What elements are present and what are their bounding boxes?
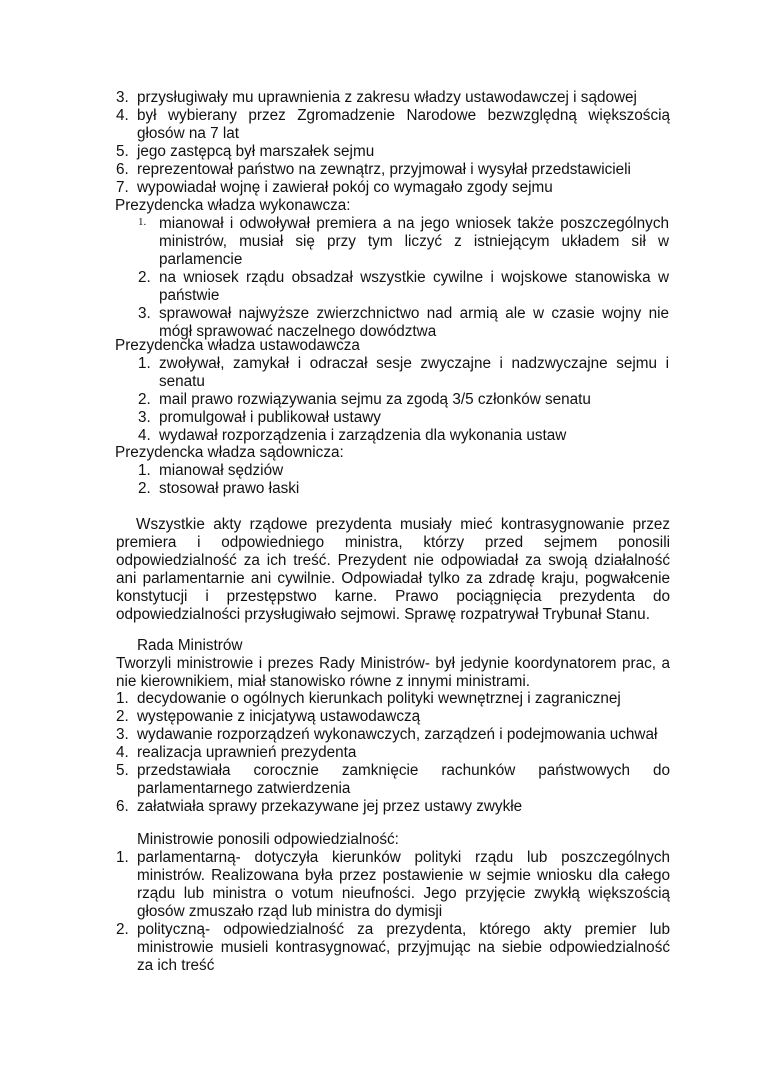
list-item	[116, 89, 670, 107]
list-item	[138, 409, 669, 427]
president-powers-list	[116, 89, 670, 197]
list-item-text: wypowiadał wojnę i zawierał pokój co wymagało zgody sejmu	[137, 179, 553, 196]
list-item-text: mianował i odwoływał premiera a na jego wniosek także poszczególnych ministrów, musiał się przy tym liczyć z istniejącym układem sił w parlamencie	[159, 215, 669, 268]
list-item	[116, 798, 670, 816]
list-number: 1.	[138, 462, 151, 479]
list-item	[116, 849, 670, 921]
list-item-text: parlamentarną- dotyczyła kierunków polityki rządu lub poszczególnych ministrów. Realizowana była przez postawienie w sejmie wniosku dla całego rządu lub ministra o votum nieufności. Jego przyjęcie zwykłą większością głosów zmuszało rząd lub ministra do dymisji	[137, 849, 670, 920]
list-item	[116, 921, 670, 975]
list-item-text: na wniosek rządu obsadzał wszystkie cywilne i wojskowe stanowiska w państwie	[159, 269, 669, 304]
list-item-text: mianował sędziów	[159, 462, 284, 479]
paragraph-council-intro: Tworzyli ministrowie i prezes Rady Ministrów- był jedynie koordynatorem prac, a nie kierownikiem, miał stanowisko równe z innymi ministrami.	[116, 655, 670, 690]
list-item	[138, 427, 669, 445]
list-number: 3.	[116, 726, 129, 743]
list-number: 2.	[116, 708, 129, 725]
list-number: 5.	[116, 143, 129, 160]
list-number: 4.	[116, 744, 129, 761]
paragraph-countersignature: Wszystkie akty rządowe prezydenta musiały mieć kontrasygnowanie przez premiera i odpowiedniego ministra, którzy przed sejmem ponosili odpowiedzialność za ich treść. Prezydent nie odpowiadał za swoją działalność ani parlamentarnie ani cywilnie. Odpowiadał tylko za zdradę kraju, pogwałcenie konstytucji i przestępstwo karne. Prawo pociągnięcia prezydenta do odpowiedzialności przysługiwało sejmowi. Sprawę rozpatrywał Trybunał Stanu.	[116, 516, 670, 623]
executive-power-list	[138, 215, 669, 341]
list-item	[116, 161, 670, 179]
list-number: 4.	[116, 107, 129, 124]
list-item	[116, 708, 670, 726]
list-number: 6.	[116, 798, 129, 815]
list-item	[138, 480, 669, 498]
list-item	[138, 269, 669, 305]
list-number: 4.	[138, 427, 151, 444]
list-number: 6.	[116, 161, 129, 178]
list-item	[116, 179, 670, 197]
list-number: 1.	[138, 216, 147, 228]
list-item-text: zwoływał, zamykał i odraczał sesje zwyczajne i nadzwyczajne sejmu i senatu	[159, 355, 669, 390]
list-item	[138, 305, 669, 341]
list-item	[138, 391, 669, 409]
list-number: 1.	[116, 690, 129, 707]
list-item-text: decydowanie o ogólnych kierunkach polityki wewnętrznej i zagranicznej	[137, 690, 621, 707]
judicial-power-list	[138, 462, 669, 498]
legislative-power-list	[138, 355, 669, 445]
list-number: 2.	[138, 269, 151, 286]
list-item-text: wydawanie rozporządzeń wykonawczych, zarządzeń i podejmowania uchwał	[137, 726, 658, 743]
list-item	[138, 355, 669, 391]
list-item	[116, 726, 670, 744]
heading-executive-power: Prezydencka władza wykonawcza:	[115, 197, 351, 214]
list-number: 7.	[116, 179, 129, 196]
list-number: 2.	[116, 921, 129, 938]
list-number: 1.	[116, 849, 129, 866]
list-item-text: sprawował najwyższe zwierzchnictwo nad armią ale w czasie wojny nie mógł sprawować naczelnego dowództwa	[159, 305, 669, 340]
list-item-text: promulgował i publikował ustawy	[159, 409, 381, 426]
list-item	[138, 215, 669, 269]
heading-judicial-power: Prezydencka władza sądownicza:	[115, 444, 344, 461]
list-item-text: załatwiała sprawy przekazywane jej przez ustawy zwykłe	[137, 798, 523, 815]
list-item-text: był wybierany przez Zgromadzenie Narodowe bezwzględną większością głosów na 7 lat	[137, 107, 670, 142]
section-title-council-of-ministers: Rada Ministrów	[137, 637, 243, 654]
list-number: 1.	[138, 355, 151, 372]
list-item	[116, 744, 670, 762]
list-item-text: realizacja uprawnień prezydenta	[137, 744, 357, 761]
list-number: 2.	[138, 480, 151, 497]
list-item	[116, 143, 670, 161]
list-item-text: występowanie z inicjatywą ustawodawczą	[137, 708, 421, 725]
list-item-text: przysługiwały mu uprawnienia z zakresu władzy ustawodawczej i sądowej	[137, 89, 637, 106]
list-item-text: polityczną- odpowiedzialność za prezydenta, którego akty premier lub ministrowie musieli kontrasygnować, przyjmując na siebie odpowiedzialność za ich treść	[137, 921, 670, 974]
list-item	[116, 690, 670, 708]
section-title-ministers-responsibility: Ministrowie ponosili odpowiedzialność:	[137, 831, 399, 848]
list-item-text: mail prawo rozwiązywania sejmu za zgodą 3/5 członków senatu	[159, 391, 591, 408]
list-item	[116, 107, 670, 143]
list-number: 3.	[138, 305, 151, 322]
list-item	[138, 462, 669, 480]
list-item-text: jego zastępcą był marszałek sejmu	[137, 143, 375, 160]
list-number: 3.	[138, 409, 151, 426]
list-item-text: wydawał rozporządzenia i zarządzenia dla wykonania ustaw	[159, 427, 567, 444]
list-number: 2.	[138, 391, 151, 408]
council-duties-list	[116, 690, 670, 816]
list-item-text: reprezentował państwo na zewnątrz, przyjmował i wysyłał przedstawicieli	[137, 161, 631, 178]
heading-legislative-power: Prezydencka władza ustawodawcza	[115, 337, 360, 354]
responsibility-list	[116, 849, 670, 975]
list-item-text: stosował prawo łaski	[159, 480, 300, 497]
list-number: 5.	[116, 762, 129, 779]
list-item-text: przedstawiała corocznie zamknięcie rachunków państwowych do parlamentarnego zatwierdzenia	[137, 762, 670, 797]
list-number: 3.	[116, 89, 129, 106]
list-item	[116, 762, 670, 798]
